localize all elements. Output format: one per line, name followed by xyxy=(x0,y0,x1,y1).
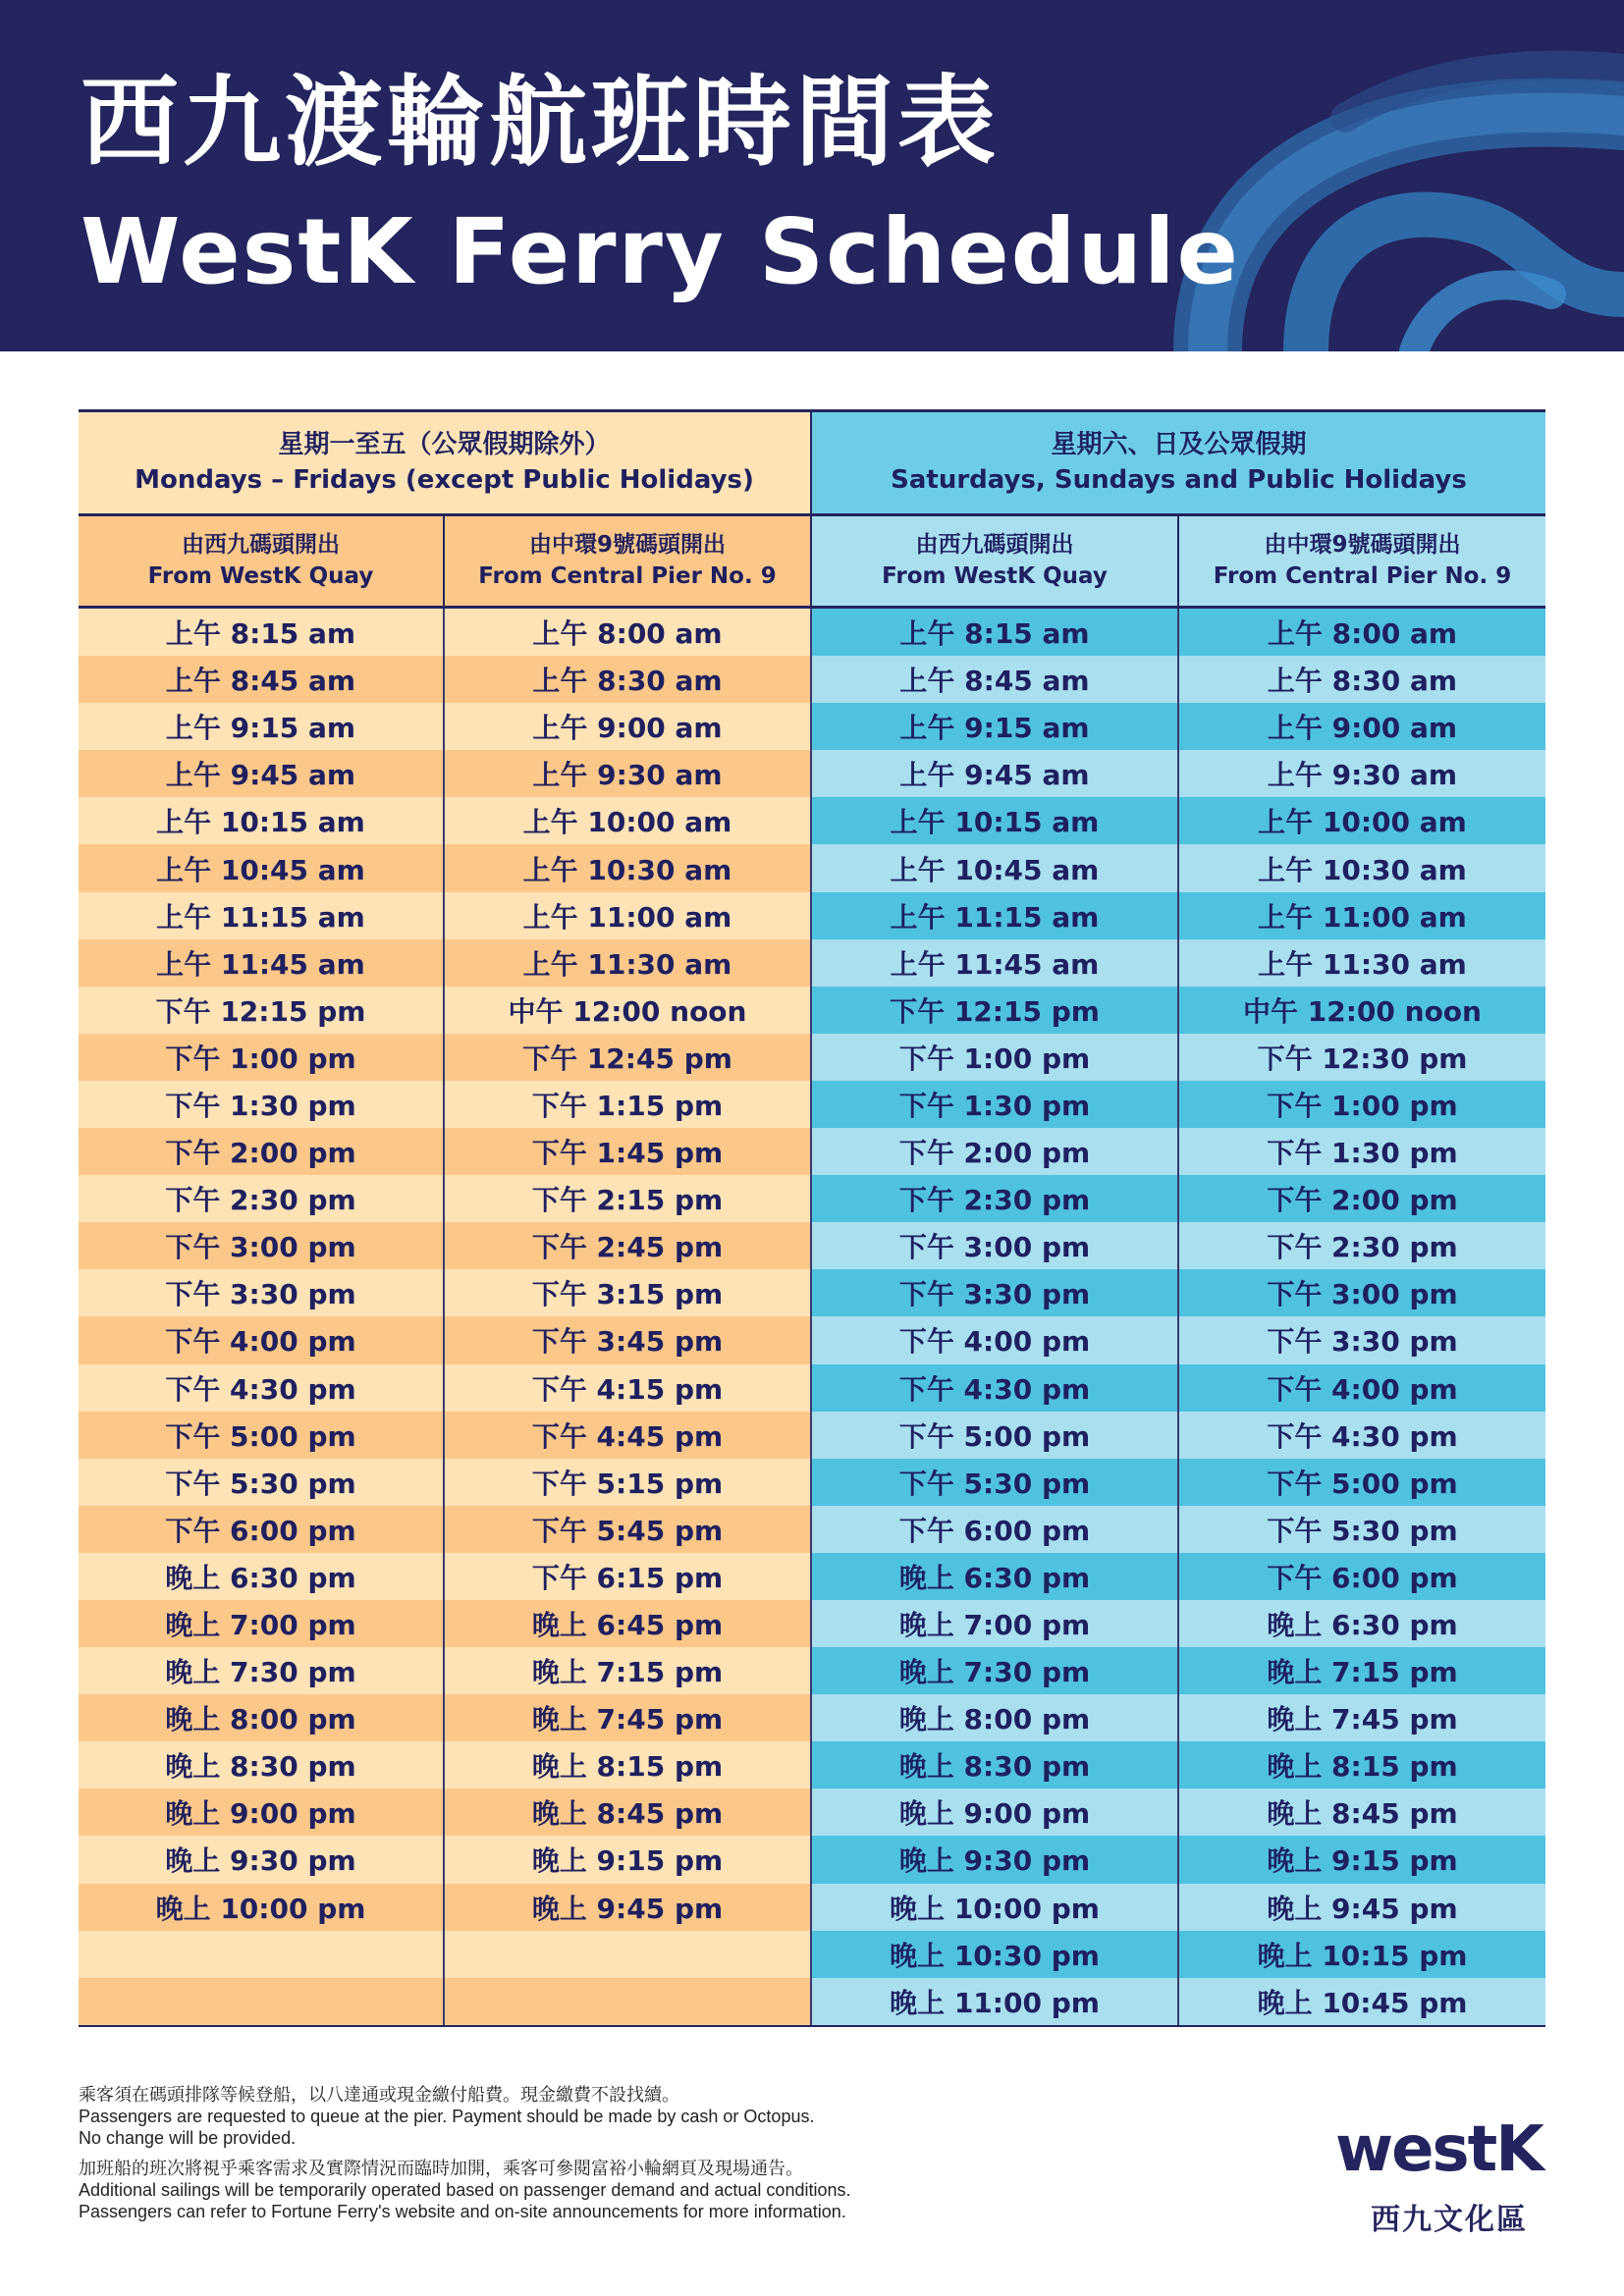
time-cell-weekday-from-central: 上午 9:00 am xyxy=(445,703,812,750)
col-header-zh: 由西九碼頭開出 xyxy=(182,532,340,559)
time-cell-weekend-from-westk: 下午 4:30 pm xyxy=(812,1364,1179,1412)
time-cell-weekday-from-westk: 晚上 10:00 pm xyxy=(79,1884,445,1931)
time-cell-weekday-from-central: 晚上 7:15 pm xyxy=(445,1647,812,1694)
time-cell-weekday-from-westk xyxy=(79,1931,445,1978)
col-header-zh: 由中環9號碼頭開出 xyxy=(1264,532,1461,559)
time-cell-weekend-from-central: 晚上 6:30 pm xyxy=(1179,1600,1545,1647)
weekday-group-zh: 星期一至五（公眾假期除外） xyxy=(278,430,611,460)
time-cell-weekend-from-central: 晚上 8:15 pm xyxy=(1179,1741,1545,1789)
logo-chinese: 西九文化區 xyxy=(1371,2203,1528,2237)
time-cell-weekday-from-westk: 上午 10:45 am xyxy=(79,844,445,891)
time-cell-weekday-from-central: 上午 11:30 am xyxy=(445,939,812,987)
note-payment-en-1: Passengers are requested to queue at the pier. Payment should be made by cash or Octopus. xyxy=(79,2106,815,2126)
time-cell-weekend-from-central: 晚上 7:45 pm xyxy=(1179,1694,1545,1741)
time-cell-weekend-from-central: 下午 3:00 pm xyxy=(1179,1269,1545,1316)
col-header-zh: 由中環9號碼頭開出 xyxy=(528,532,726,559)
time-cell-weekend-from-central: 下午 5:30 pm xyxy=(1179,1506,1545,1553)
time-cell-weekend-from-central: 晚上 10:45 pm xyxy=(1179,1978,1545,2025)
time-cell-weekday-from-central: 上午 10:00 am xyxy=(445,797,812,844)
time-cell-weekday-from-westk: 晚上 9:30 pm xyxy=(79,1836,445,1883)
time-cell-weekend-from-central: 上午 8:30 am xyxy=(1179,656,1545,703)
time-cell-weekend-from-westk: 晚上 7:00 pm xyxy=(812,1600,1179,1647)
time-cell-weekend-from-central: 下午 2:30 pm xyxy=(1179,1222,1545,1269)
time-cell-weekday-from-central: 晚上 9:15 pm xyxy=(445,1836,812,1883)
time-cell-weekday-from-westk: 晚上 7:30 pm xyxy=(79,1647,445,1694)
time-cell-weekend-from-central: 下午 2:00 pm xyxy=(1179,1175,1545,1222)
note-additional-zh: 加班船的班次將視乎乘客需求及實際情況而臨時加開，乘客可參閱富裕小輪網頁及現場通告。 xyxy=(79,2158,803,2178)
time-cell-weekday-from-central: 下午 1:15 pm xyxy=(445,1081,812,1128)
time-cell-weekday-from-westk: 晚上 9:00 pm xyxy=(79,1789,445,1836)
time-cell-weekday-from-central: 下午 5:15 pm xyxy=(445,1459,812,1506)
time-cell-weekday-from-central: 晚上 8:45 pm xyxy=(445,1789,812,1836)
time-cell-weekday-from-westk: 下午 5:30 pm xyxy=(79,1459,445,1506)
time-cell-weekend-from-central: 上午 8:00 am xyxy=(1179,609,1545,656)
time-cell-weekday-from-westk xyxy=(79,1978,445,2025)
time-cell-weekend-from-westk: 下午 4:00 pm xyxy=(812,1316,1179,1363)
time-cell-weekend-from-central: 下午 5:00 pm xyxy=(1179,1459,1545,1506)
time-cell-weekend-from-westk: 下午 12:15 pm xyxy=(812,987,1179,1034)
weekend-group-header xyxy=(812,412,1545,516)
time-cell-weekday-from-westk: 上午 9:15 am xyxy=(79,703,445,750)
time-cell-weekday-from-central: 晚上 6:45 pm xyxy=(445,1600,812,1647)
time-cell-weekday-from-westk: 上午 11:15 am xyxy=(79,892,445,939)
time-cell-weekday-from-central: 下午 5:45 pm xyxy=(445,1506,812,1553)
time-cell-weekday-from-westk: 下午 5:00 pm xyxy=(79,1412,445,1459)
time-cell-weekend-from-central: 晚上 10:15 pm xyxy=(1179,1931,1545,1978)
time-cell-weekday-from-central: 中午 12:00 noon xyxy=(445,987,812,1034)
time-cell-weekday-from-westk: 上午 10:15 am xyxy=(79,797,445,844)
time-cell-weekday-from-westk: 下午 1:30 pm xyxy=(79,1081,445,1128)
time-cell-weekday-from-central: 下午 3:45 pm xyxy=(445,1316,812,1363)
time-cell-weekday-from-westk: 上午 9:45 am xyxy=(79,750,445,797)
time-cell-weekday-from-central: 下午 12:45 pm xyxy=(445,1034,812,1081)
time-cell-weekend-from-westk: 上午 8:15 am xyxy=(812,609,1179,656)
time-cell-weekend-from-central: 中午 12:00 noon xyxy=(1179,987,1545,1034)
time-cell-weekend-from-westk: 下午 2:30 pm xyxy=(812,1175,1179,1222)
time-cell-weekday-from-central: 下午 2:45 pm xyxy=(445,1222,812,1269)
time-cell-weekend-from-westk: 下午 6:00 pm xyxy=(812,1506,1179,1553)
time-cell-weekday-from-central: 下午 4:45 pm xyxy=(445,1412,812,1459)
time-cell-weekday-from-central: 下午 3:15 pm xyxy=(445,1269,812,1316)
weekend-group-en: Saturdays, Sundays and Public Holidays xyxy=(891,464,1467,495)
notes xyxy=(79,2085,1208,2232)
time-cell-weekend-from-central: 下午 6:00 pm xyxy=(1179,1553,1545,1600)
time-cell-weekday-from-westk: 上午 8:45 am xyxy=(79,656,445,703)
time-cell-weekend-from-central: 晚上 8:45 pm xyxy=(1179,1789,1545,1836)
time-cell-weekend-from-westk: 晚上 11:00 pm xyxy=(812,1978,1179,2025)
time-cell-weekend-from-central: 下午 3:30 pm xyxy=(1179,1316,1545,1363)
time-cell-weekend-from-westk: 晚上 6:30 pm xyxy=(812,1553,1179,1600)
time-cell-weekday-from-westk: 下午 2:00 pm xyxy=(79,1128,445,1175)
time-cell-weekend-from-central: 上午 11:00 am xyxy=(1179,892,1545,939)
time-cell-weekday-from-central: 下午 4:15 pm xyxy=(445,1364,812,1412)
schedule-table xyxy=(79,409,1545,2027)
weekday-group-en: Mondays – Fridays (except Public Holidays) xyxy=(135,464,754,495)
time-cell-weekend-from-central: 上午 9:30 am xyxy=(1179,750,1545,797)
time-cell-weekend-from-central: 晚上 9:45 pm xyxy=(1179,1884,1545,1931)
time-cell-weekend-from-central: 上午 11:30 am xyxy=(1179,939,1545,987)
time-cell-weekday-from-westk: 下午 2:30 pm xyxy=(79,1175,445,1222)
title-english: WestK Ferry Schedule xyxy=(81,199,1240,304)
time-cell-weekend-from-westk: 下午 5:30 pm xyxy=(812,1459,1179,1506)
note-payment-en-2: No change will be provided. xyxy=(79,2127,297,2148)
col-header-en: From WestK Quay xyxy=(147,562,374,589)
title-chinese: 西九渡輪航班時間表 xyxy=(81,65,1000,180)
time-cell-weekend-from-westk: 晚上 10:30 pm xyxy=(812,1931,1179,1978)
time-cell-weekday-from-westk: 晚上 8:30 pm xyxy=(79,1741,445,1789)
time-cell-weekend-from-westk: 下午 3:30 pm xyxy=(812,1269,1179,1316)
col-header-weekday-westk xyxy=(79,516,445,609)
time-cell-weekend-from-westk: 上午 8:45 am xyxy=(812,656,1179,703)
col-header-en: From Central Pier No. 9 xyxy=(1213,562,1512,589)
col-header-weekend-central xyxy=(1179,516,1545,609)
col-header-zh: 由西九碼頭開出 xyxy=(915,532,1074,559)
time-cell-weekday-from-central: 下午 6:15 pm xyxy=(445,1553,812,1600)
time-cell-weekday-from-central: 晚上 9:45 pm xyxy=(445,1884,812,1931)
time-cell-weekend-from-westk: 晚上 10:00 pm xyxy=(812,1884,1179,1931)
time-cell-weekend-from-westk: 下午 1:30 pm xyxy=(812,1081,1179,1128)
time-cell-weekday-from-central xyxy=(445,1931,812,1978)
time-cell-weekday-from-westk: 上午 8:15 am xyxy=(79,609,445,656)
time-cell-weekday-from-westk: 晚上 8:00 pm xyxy=(79,1694,445,1741)
time-cell-weekend-from-westk: 晚上 7:30 pm xyxy=(812,1647,1179,1694)
col-header-en: From Central Pier No. 9 xyxy=(478,562,777,589)
time-cell-weekday-from-westk: 下午 4:30 pm xyxy=(79,1364,445,1412)
time-cell-weekday-from-central: 上午 11:00 am xyxy=(445,892,812,939)
time-cell-weekend-from-central: 下午 4:30 pm xyxy=(1179,1412,1545,1459)
time-cell-weekday-from-westk: 下午 6:00 pm xyxy=(79,1506,445,1553)
time-cell-weekday-from-westk: 下午 3:30 pm xyxy=(79,1269,445,1316)
time-cell-weekday-from-westk: 下午 3:00 pm xyxy=(79,1222,445,1269)
time-cell-weekday-from-central xyxy=(445,1978,812,2025)
note-additional-sailings xyxy=(79,2159,1208,2223)
note-payment xyxy=(79,2085,1208,2150)
time-cell-weekday-from-central: 晚上 7:45 pm xyxy=(445,1694,812,1741)
time-cell-weekend-from-westk: 晚上 9:00 pm xyxy=(812,1789,1179,1836)
time-cell-weekend-from-central: 上午 9:00 am xyxy=(1179,703,1545,750)
time-cell-weekday-from-central: 下午 1:45 pm xyxy=(445,1128,812,1175)
time-cell-weekday-from-central: 上午 8:00 am xyxy=(445,609,812,656)
time-cell-weekday-from-central: 晚上 8:15 pm xyxy=(445,1741,812,1789)
time-cell-weekend-from-westk: 上午 11:45 am xyxy=(812,939,1179,987)
header-banner xyxy=(0,0,1624,351)
time-cell-weekday-from-westk: 晚上 6:30 pm xyxy=(79,1553,445,1600)
time-cell-weekday-from-westk: 下午 12:15 pm xyxy=(79,987,445,1034)
time-cell-weekend-from-central: 上午 10:30 am xyxy=(1179,844,1545,891)
schedule-rows xyxy=(79,609,1545,2025)
time-cell-weekday-from-central: 上午 9:30 am xyxy=(445,750,812,797)
time-cell-weekend-from-westk: 下午 5:00 pm xyxy=(812,1412,1179,1459)
table-bottom-rule xyxy=(79,2025,1545,2027)
note-additional-en-1: Additional sailings will be temporarily operated based on passenger demand and actual conditions. xyxy=(79,2179,851,2200)
westk-logo xyxy=(1335,2113,1551,2256)
time-cell-weekday-from-central: 上午 10:30 am xyxy=(445,844,812,891)
note-additional-en-2: Passengers can refer to Fortune Ferry's website and on-site announcements for more information. xyxy=(79,2201,846,2221)
time-cell-weekend-from-central: 下午 1:30 pm xyxy=(1179,1128,1545,1175)
time-cell-weekday-from-westk: 上午 11:45 am xyxy=(79,939,445,987)
time-cell-weekend-from-westk: 上午 9:45 am xyxy=(812,750,1179,797)
time-cell-weekend-from-westk: 下午 2:00 pm xyxy=(812,1128,1179,1175)
time-cell-weekend-from-westk: 下午 1:00 pm xyxy=(812,1034,1179,1081)
time-cell-weekday-from-westk: 下午 4:00 pm xyxy=(79,1316,445,1363)
time-cell-weekend-from-central: 下午 1:00 pm xyxy=(1179,1081,1545,1128)
time-cell-weekend-from-westk: 晚上 8:00 pm xyxy=(812,1694,1179,1741)
time-cell-weekend-from-central: 晚上 7:15 pm xyxy=(1179,1647,1545,1694)
weekday-group-header xyxy=(79,412,812,516)
time-cell-weekday-from-central: 下午 2:15 pm xyxy=(445,1175,812,1222)
time-cell-weekend-from-westk: 上午 11:15 am xyxy=(812,892,1179,939)
time-cell-weekend-from-westk: 晚上 8:30 pm xyxy=(812,1741,1179,1789)
time-cell-weekend-from-westk: 上午 9:15 am xyxy=(812,703,1179,750)
col-header-weekend-westk xyxy=(812,516,1179,609)
weekend-group-zh: 星期六、日及公眾假期 xyxy=(1051,430,1307,460)
logo-wordmark: westK xyxy=(1335,2113,1543,2186)
col-header-en: From WestK Quay xyxy=(882,562,1108,589)
note-payment-zh: 乘客須在碼頭排隊等候登船，以八達通或現金繳付船費。現金繳費不設找續。 xyxy=(79,2085,679,2105)
time-cell-weekend-from-central: 下午 4:00 pm xyxy=(1179,1364,1545,1412)
time-cell-weekend-from-central: 晚上 9:15 pm xyxy=(1179,1836,1545,1883)
time-cell-weekend-from-central: 上午 10:00 am xyxy=(1179,797,1545,844)
time-cell-weekend-from-westk: 下午 3:00 pm xyxy=(812,1222,1179,1269)
col-header-weekday-central xyxy=(445,516,812,609)
time-cell-weekday-from-central: 上午 8:30 am xyxy=(445,656,812,703)
time-cell-weekend-from-westk: 上午 10:45 am xyxy=(812,844,1179,891)
time-cell-weekend-from-central: 下午 12:30 pm xyxy=(1179,1034,1545,1081)
time-cell-weekend-from-westk: 晚上 9:30 pm xyxy=(812,1836,1179,1883)
time-cell-weekday-from-westk: 下午 1:00 pm xyxy=(79,1034,445,1081)
time-cell-weekend-from-westk: 上午 10:15 am xyxy=(812,797,1179,844)
time-cell-weekday-from-westk: 晚上 7:00 pm xyxy=(79,1600,445,1647)
